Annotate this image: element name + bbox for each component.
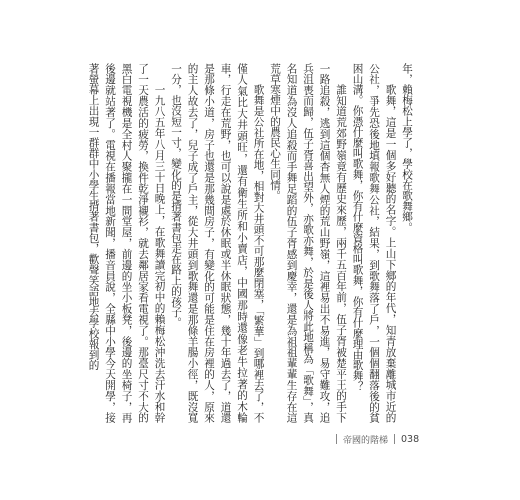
footer-divider-left [336, 434, 337, 444]
paragraph-4: 歌舞是公社所在地，相對大井頭不可那麼閉塞，「繁華」到哪裡去了，不僅人氣比大井頭旺，還有衛生所和小賣店，中國那時還像老牛拉著的木輪車，行走在荒野，也可以說是處於休眠或半休眠狀態，幾十年過去了，道還是那條小道，房子也還是那幾間房子，有變化的可能是住在房裡的人，原來的主人故去了，兒子成了戶主，從大井頭到歌舞還是那條羊腸小徑，既沒寬一分，也沒短一寸，變化的是揹著書包走在路上的孩子。 [170, 63, 265, 423]
paragraph-2: 歌舞，這是一個多好聽的名字。上山下鄉的年代，知青放棄離城市近的公社，爭先恐後地填報歌舞公社，結果，到歌舞落了戶，一個個翻落後的貧困山溝。你憑什麼叫歌舞，你有什麼資格叫歌舞，你有什麼理由歌舞？ [351, 63, 397, 423]
paragraph-5: 一九八五年八月三十日晚上，在歌舞讀完初中的賴梅松沖洗去汗水和幹了一天農活的疲勞，換件乾淨襯衫，就去鄰居家看電視了。那臺尺寸不大的黑白電視機是全村人聚攏在一間堂屋，前邊的坐小板凳，後邊的坐椅子，再後邊就站著了。電視在播報當地新聞，播音員說，全縣中小學今天開學，接著螢幕上出現一群群中小學生揹著書包，歡聲笑語地去學校報到的 [87, 63, 166, 423]
page-number: 038 [401, 433, 420, 445]
page-footer [330, 432, 419, 446]
paragraph-3: 誰知道荒郊野嶺竟有歷史來歷，兩千五百年前，伍子胥被楚平王的手下一路追殺，逃到這個杳無人煙的荒山野嶺，這裡易出不易進，易守難攻，追兵沮喪而歸，伍子胥喜出望外，亦歌亦舞，於是後人將此地稱為「歌舞」，真名知道為沒人追殺而手舞足蹈的伍子胥感到慶幸，還是為祖祖輩輩生存在這荒草寒煙中的農民心生同情。 [269, 63, 347, 423]
body-text [87, 63, 415, 423]
running-title: 帝國的階梯 [343, 435, 389, 446]
paragraph-1: 年，賴梅松上學了，學校在歌舞鄉。 [401, 63, 413, 233]
footer-divider-right [394, 434, 395, 444]
